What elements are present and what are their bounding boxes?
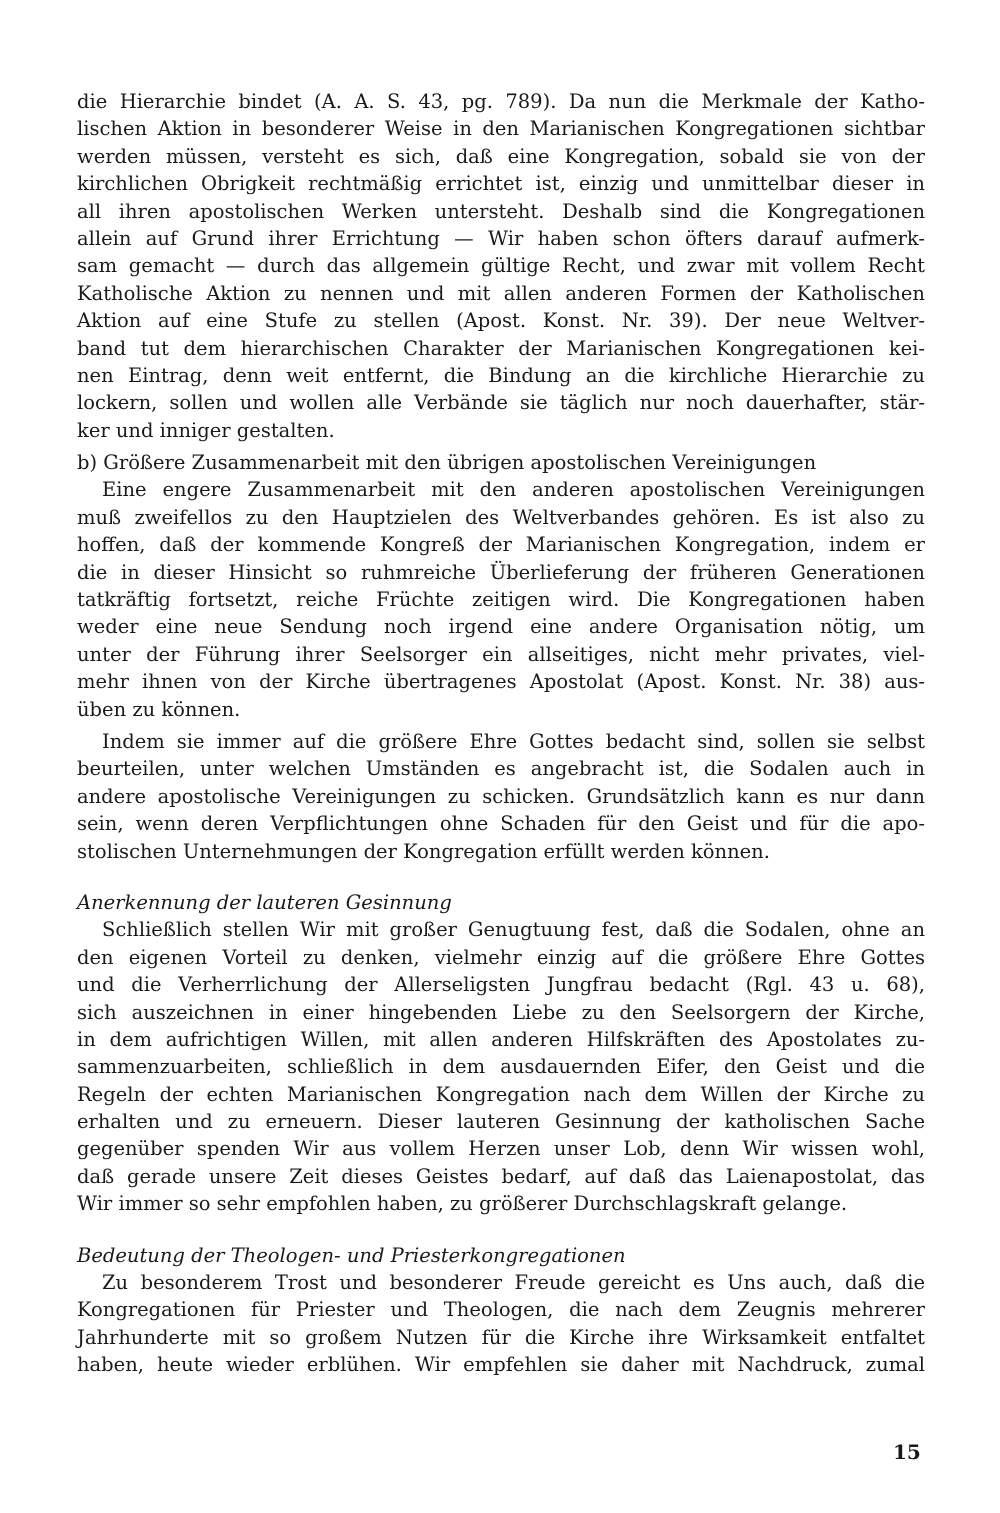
- text-line: und die Verherrlichung der Allerseligsten Jungfrau bedacht (Rgl. 43 u. 68),: [77, 973, 925, 997]
- text-line: allein auf Grund ihrer Errichtung — Wir haben schon öfters darauf aufmerk-: [77, 226, 925, 250]
- text-line: unter der Führung ihrer Seelsorger ein allseitiges, nicht mehr privates, viel-: [77, 642, 925, 666]
- text-line: gegenüber spenden Wir aus vollem Herzen unser Lob, denn Wir wissen wohl,: [77, 1137, 925, 1161]
- text-line: Eine engere Zusammenarbeit mit den anderen apostolischen Vereinigungen: [102, 478, 925, 502]
- text-line: Kongregationen für Priester und Theologen, die nach dem Zeugnis mehrerer: [77, 1298, 925, 1322]
- section-heading: Anerkennung der lauteren Gesinnung: [77, 890, 452, 914]
- paragraph-1: [77, 88, 925, 444]
- text-line: sam gemacht — durch das allgemein gültige Recht, und zwar mit vollem Recht: [77, 254, 925, 278]
- text-line: nen Eintrag, denn weit entfernt, die Bindung an die kirchliche Hierarchie zu: [77, 363, 925, 387]
- text-line: andere apostolische Vereinigungen zu schicken. Grundsätzlich kann es nur dann: [77, 784, 925, 808]
- text-line: den eigenen Vorteil zu denken, vielmehr einzig auf die größere Ehre Gottes: [77, 945, 925, 969]
- text-line: Wir immer so sehr empfohlen haben, zu größerer Durchschlagskraft gelange.: [77, 1192, 848, 1216]
- text-line: muß zweifellos zu den Hauptzielen des Weltverbandes gehören. Es ist also zu: [77, 505, 925, 529]
- text-line: lischen Aktion in besonderer Weise in den Marianischen Kongregationen sichtbar: [77, 117, 925, 141]
- text-line: tatkräftig fortsetzt, reiche Früchte zeitigen wird. Die Kongregationen haben: [77, 588, 925, 612]
- text-line: lockern, sollen und wollen alle Verbände sie täglich nur noch dauerhafter, stär-: [77, 391, 925, 415]
- section-heading: Bedeutung der Theologen- und Priesterkongregationen: [77, 1243, 626, 1267]
- text-line: Aktion auf eine Stufe zu stellen (Apost. Konst. Nr. 39). Der neue Weltver-: [77, 309, 925, 333]
- text-line: all ihren apostolischen Werken untersteht. Deshalb sind die Kongregationen: [77, 199, 925, 223]
- text-line: haben, heute wieder erblühen. Wir empfehlen sie daher mit Nachdruck, zumal: [77, 1353, 925, 1377]
- paragraph-5: [77, 1269, 925, 1379]
- text-line: die in dieser Hinsicht so ruhmreiche Überlieferung der früheren Generationen: [77, 560, 925, 584]
- text-line: Schließlich stellen Wir mit großer Genugtuung fest, daß die Sodalen, ohne an: [102, 918, 925, 942]
- text-line: daß gerade unsere Zeit dieses Geistes bedarf, auf daß das Laienapostolat, das: [77, 1164, 925, 1188]
- text-line: sich auszeichnen in einer hingebenden Liebe zu den Seelsorgern der Kirche,: [77, 1000, 925, 1024]
- text-line: werden müssen, versteht es sich, daß eine Kongregation, sobald sie von der: [77, 144, 925, 168]
- page-number: 15: [893, 1440, 921, 1464]
- text-line: mehr ihnen von der Kirche übertragenes Apostolat (Apost. Konst. Nr. 38) aus-: [77, 670, 925, 694]
- text-line: kirchlichen Obrigkeit rechtmäßig errichtet ist, einzig und unmittelbar dieser in: [77, 172, 925, 196]
- text-line: Indem sie immer auf die größere Ehre Gottes bedacht sind, sollen sie selbst: [102, 729, 925, 753]
- subheading-b: b) Größere Zusammenarbeit mit den übrigen apostolischen Vereinigungen: [77, 451, 817, 475]
- text-line: band tut dem hierarchischen Charakter der Marianischen Kongregationen kei-: [77, 336, 925, 360]
- text-line: erhalten und zu erneuern. Dieser lauteren Gesinnung der katholischen Sache: [77, 1110, 925, 1134]
- body-text: [77, 88, 925, 1379]
- text-line: Regeln der echten Marianischen Kongregation nach dem Willen der Kirche zu: [77, 1082, 925, 1106]
- text-line: Zu besonderem Trost und besonderer Freude gereicht es Uns auch, daß die: [102, 1271, 925, 1295]
- text-line: Jahrhunderte mit so großem Nutzen für die Kirche ihre Wirksamkeit entfaltet: [77, 1325, 925, 1349]
- text-line: Katholische Aktion zu nennen und mit allen anderen Formen der Katholischen: [77, 281, 925, 305]
- text-line: die Hierarchie bindet (A. A. S. 43, pg. 789). Da nun die Merkmale der Katho-: [77, 90, 925, 113]
- text-line: in dem aufrichtigen Willen, mit allen anderen Hilfskräften des Apostolates zu-: [77, 1027, 925, 1051]
- text-line: sammenzuarbeiten, schließlich in dem ausdauernden Eifer, den Geist und die: [77, 1055, 925, 1079]
- text-line: beurteilen, unter welchen Umständen es angebracht ist, die Sodalen auch in: [77, 757, 925, 781]
- text-line: sein, wenn deren Verpflichtungen ohne Schaden für den Geist und für die apo-: [77, 812, 925, 836]
- text-line: üben zu können.: [77, 697, 241, 721]
- paragraph-2: [77, 476, 925, 723]
- paragraph-4: [77, 916, 925, 1217]
- text-line: stolischen Unternehmungen der Kongregation erfüllt werden können.: [77, 839, 770, 863]
- text-line: ker und inniger gestalten.: [77, 418, 335, 442]
- paragraph-3: [77, 728, 925, 865]
- text-line: hoffen, daß der kommende Kongreß der Marianischen Kongregation, indem er: [77, 533, 925, 557]
- text-line: weder eine neue Sendung noch irgend eine andere Organisation nötig, um: [77, 615, 925, 639]
